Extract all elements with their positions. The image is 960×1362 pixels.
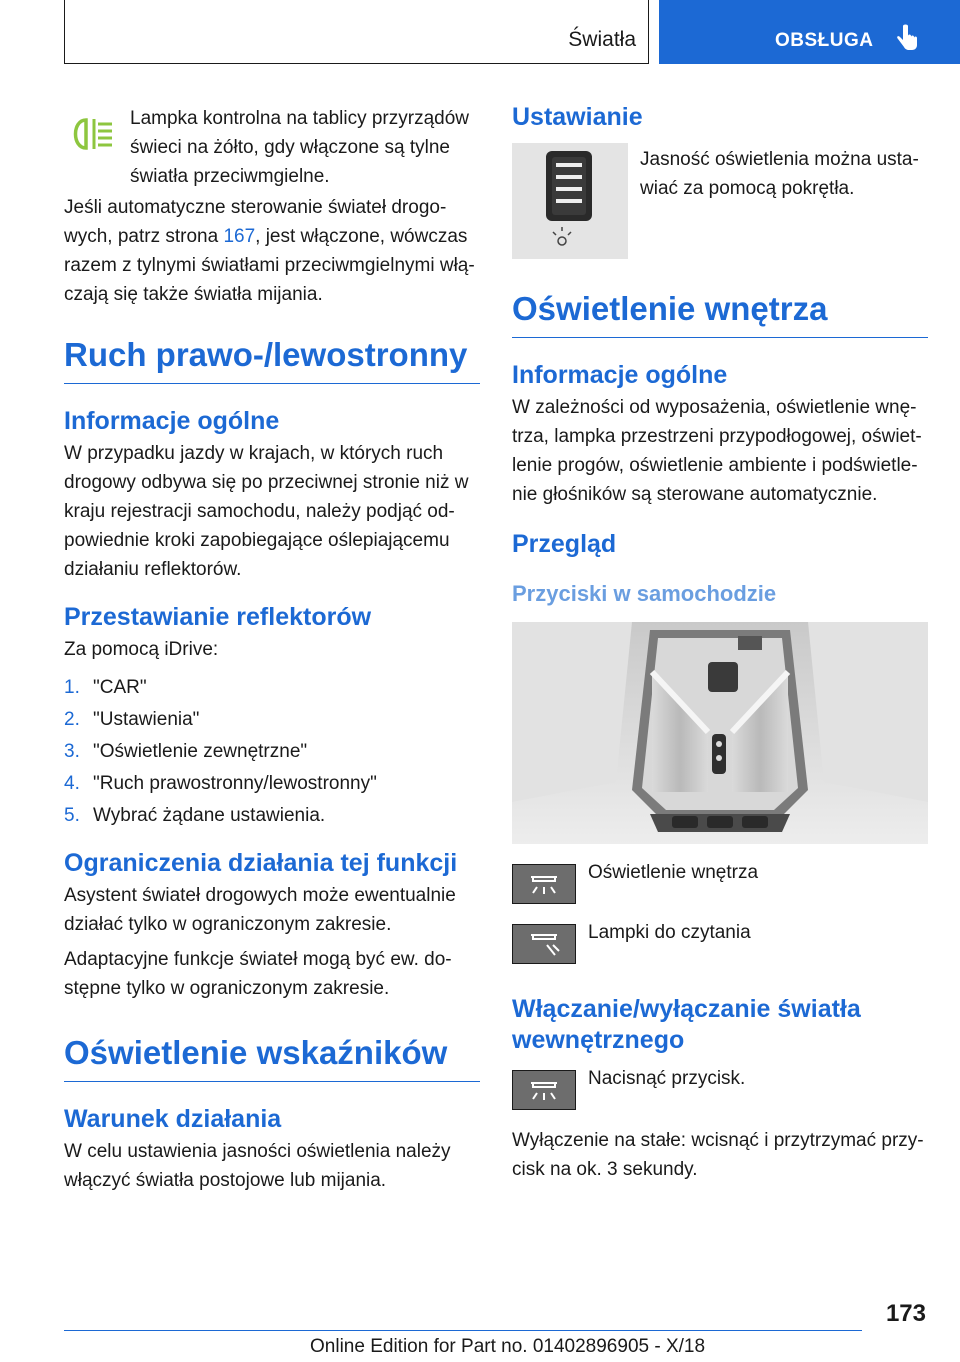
list-item: [64, 801, 480, 830]
list-text: Wybrać żądane ustawienia.: [93, 805, 326, 826]
reading-light-button-row: [512, 924, 928, 984]
auto-text-part: , jest włączone, wówczas: [255, 226, 468, 247]
section-title: Światła: [568, 28, 636, 51]
list-text: "Ustawienia": [93, 709, 200, 730]
interior-light-button-2[interactable]: [512, 1070, 576, 1110]
heading-general-right: Informacje ogólne: [512, 361, 728, 389]
interior-light-icon: [513, 1071, 575, 1109]
fog-light-indicator-row: [64, 100, 480, 192]
list-item: [64, 737, 480, 766]
auto-text-line: [64, 222, 480, 251]
chapter-tab[interactable]: [659, 0, 960, 64]
press-text: Nacisnąć przycisk.: [588, 1068, 746, 1089]
heading-condition: Warunek działania: [64, 1105, 282, 1133]
list-number: 3.: [64, 741, 80, 762]
heading-interior: Oświetlenie wnętrza: [512, 289, 928, 338]
auto-light-paragraph: [64, 193, 480, 309]
reading-light-icon: [513, 925, 575, 963]
heading-traffic: Ruch prawo-/lewostronny: [64, 335, 480, 384]
auto-text-line: czają się także światła mijania.: [64, 284, 323, 305]
heading-switch: Włączanie/wyłączanie światła wewnętrznego: [512, 995, 861, 1054]
list-number: 5.: [64, 805, 80, 826]
heading-general-left: Informacje ogólne: [64, 407, 280, 435]
adjust-intro: Za pomocą iDrive:: [64, 639, 219, 660]
dimmer-wheel-image: [512, 143, 628, 259]
press-row: [512, 1070, 928, 1126]
footer-edition: Online Edition for Part no. 01402896905 - X/18: [310, 1336, 706, 1357]
setting-row: [512, 145, 928, 269]
list-number: 4.: [64, 773, 80, 794]
list-item: [64, 705, 480, 734]
heading-adjust: Przestawianie reflektorów: [64, 603, 372, 631]
hand-pointer-icon: [895, 24, 919, 54]
steps-list: [64, 673, 480, 830]
page-link[interactable]: 167: [223, 226, 256, 247]
heading-setting: Ustawianie: [512, 103, 643, 131]
list-number: 1.: [64, 677, 80, 698]
auto-text-part: wych, patrz strona: [64, 226, 224, 247]
header-section-box: [64, 0, 649, 64]
list-number: 2.: [64, 709, 80, 730]
heading-instruments: Oświetlenie wskaźników: [64, 1033, 480, 1082]
heading-limits: Ograniczenia działania tej funkcji: [64, 849, 458, 877]
interior-light-button[interactable]: [512, 864, 576, 904]
setting-text: Jasność oświetlenia można usta-wiać za pomocą pokrętła.: [640, 149, 919, 199]
rear-fog-light-icon: [68, 116, 116, 152]
fog-light-text: Lampka kontrolna na tablicy przyrządów świeci na żółto, gdy włączone są tylne światła przeciwmgielne.: [130, 108, 470, 187]
interior-light-label: Oświetlenie wnętrza: [588, 862, 759, 883]
off-text: Wyłączenie na stałe: wcisnąć i przytrzymać przy-cisk na ok. 3 sekundy.: [512, 1130, 924, 1180]
heading-overview: Przegląd: [512, 530, 617, 558]
general-text-right: W zależności od wyposażenia, oświetlenie wnę-trza, lampka przestrzeni przypodłogowej, oświet-lenie progów, oświetlenie ambiente i podświetle-nie głośników są sterowane automatycznie.: [512, 397, 922, 505]
reading-light-button[interactable]: [512, 924, 576, 964]
interior-light-icon: [513, 865, 575, 903]
condition-text: W celu ustawienia jasności oświetlenia należy włączyć światła postojowe lub mijania.: [64, 1141, 451, 1191]
interior-light-button-row: [512, 864, 928, 924]
list-text: "Oświetlenie zewnętrzne": [93, 741, 308, 762]
limits-text-2: Adaptacyjne funkcje świateł mogą być ew. do-stępne tylko w ograniczonym zakresie.: [64, 949, 452, 999]
left-column: [64, 100, 480, 1195]
list-item: [64, 673, 480, 702]
list-text: "CAR": [93, 677, 147, 698]
list-item: [64, 769, 480, 798]
heading-buttons: Przyciski w samochodzie: [512, 581, 777, 606]
chapter-title: OBSŁUGA: [775, 30, 874, 51]
auto-text-line: Jeśli automatyczne sterowanie świateł drogo-: [64, 197, 447, 218]
general-text-left: W przypadku jazdy w krajach, w których ruch drogowy odbywa się po przeciwnej stronie niż w kraju rejestracji samochodu, należy podjąć od-powiednie kroki zapobiegające oślepiającemu działaniu reflektorów.: [64, 443, 469, 580]
roof-console-image: [512, 622, 928, 844]
footer-divider: [64, 1330, 862, 1331]
page-number: 173: [885, 1300, 926, 1327]
limits-text-1: Asystent świateł drogowych może ewentualnie działać tylko w ograniczonym zakresie.: [64, 885, 456, 935]
list-text: "Ruch prawostronny/lewostronny": [93, 773, 377, 794]
auto-text-line: razem z tylnymi światłami przeciwmgielnymi włą-: [64, 255, 475, 276]
right-column: [512, 102, 928, 1184]
reading-light-label: Lampki do czytania: [588, 922, 751, 943]
